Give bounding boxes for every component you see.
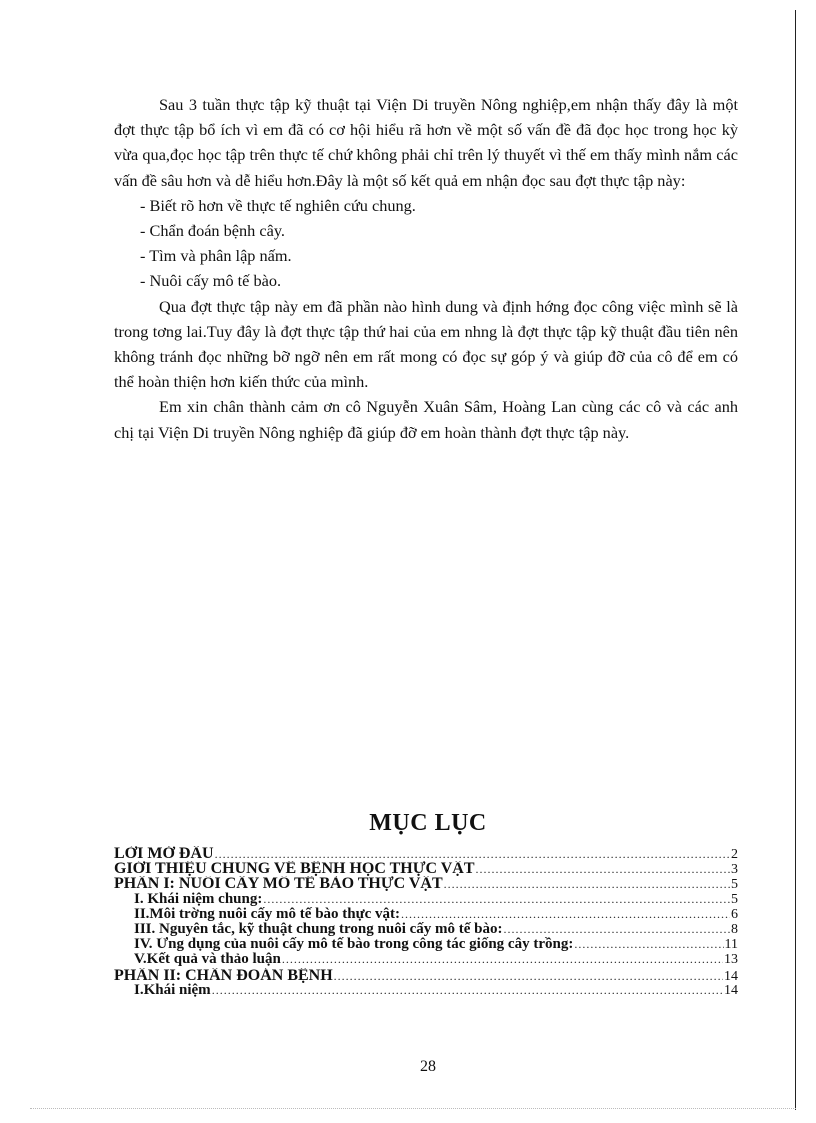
toc-entry-label: I. Khái niệm chung:: [134, 891, 263, 907]
toc-leader-dots: [282, 952, 723, 967]
toc-leader-dots: [574, 937, 723, 952]
toc-entry[interactable]: [114, 922, 738, 937]
toc-entry-page: 5: [731, 877, 738, 892]
toc-entry-page: 14: [724, 982, 738, 998]
bullet-item: - Tìm và phân lập nấm.: [140, 246, 292, 266]
toc-leader-dots: [334, 969, 723, 983]
toc-entry-page: 2: [731, 847, 738, 862]
toc-entry[interactable]: [114, 876, 738, 891]
toc-entry[interactable]: [114, 952, 738, 967]
toc-entry-page: 11: [724, 937, 738, 953]
toc-entry-label: IV. Ứng dụng của nuôi cấy mô tế bào trong công tác giống cây trồng:: [134, 937, 574, 953]
toc-entry-label: LỜI MỞ ĐẦU: [114, 846, 214, 862]
toc-entry-label: GIỚI THIỆU CHUNG VỀ BỆNH HỌC THỰC VẬT: [114, 861, 475, 877]
toc-entry-page: 13: [724, 952, 738, 968]
toc-entry[interactable]: [114, 892, 738, 907]
body-text: [114, 92, 738, 445]
toc-leader-dots: [212, 983, 723, 998]
toc-leader-dots: [444, 877, 730, 891]
toc-entry-page: 8: [731, 921, 738, 937]
table-of-contents: [114, 846, 738, 998]
toc-title: MỤC LỤC: [369, 810, 487, 836]
toc-entry-label: III. Nguyên tắc, kỹ thuật chung trong nuôi cấy mô tế bào:: [134, 921, 503, 937]
toc-entry-label: I.Khái niệm: [134, 982, 211, 998]
toc-leader-dots: [215, 847, 730, 861]
toc-entry-page: 6: [731, 906, 738, 922]
body-paragraph: Em xin chân thành cảm ơn cô Nguyễn Xuân Sâm, Hoàng Lan cùng các cô và các anh chị tại Viện Di truyền Nông nghiệp đã giúp đỡ em hoàn thành đợt thực tập này.: [114, 397, 738, 442]
toc-entry[interactable]: [114, 983, 738, 998]
toc-entry-page: 3: [731, 862, 738, 877]
toc-entry-page: 5: [731, 891, 738, 907]
toc-entry-page: 14: [724, 968, 738, 983]
toc-leader-dots: [263, 892, 730, 907]
toc-leader-dots: [401, 907, 730, 922]
toc-entry-label: PHẦN II: CHẨN ĐOÁN BỆNH: [114, 967, 333, 983]
bullet-item: - Nuôi cấy mô tế bào.: [140, 271, 282, 291]
body-paragraph: Sau 3 tuần thực tập kỹ thuật tại Viện Di truyền Nông nghiệp,em nhận thấy đây là một đợt thực tập bổ ích vì em đã có cơ hội hiểu rã hơn về một số vấn đề đã đọc học trong học kỳ vừa qua,đọc học tập trên thực tế chứ không phải chỉ trên lý thuyết vì thế em thấy mình nắm các vấn đề sâu hơn và dễ hiểu hơn.Đây là một số kết quả em nhận đọc sau đợt thực tập này:: [114, 95, 738, 190]
toc-entry[interactable]: [114, 937, 738, 952]
bullet-item: - Biết rõ hơn về thực tế nghiên cứu chung.: [140, 195, 416, 215]
toc-entry-label: V.Kết quả và thảo luận: [134, 952, 281, 968]
toc-leader-dots: [504, 922, 730, 937]
toc-entry[interactable]: [114, 861, 738, 876]
toc-leader-dots: [476, 862, 730, 876]
page-border-right: [795, 10, 796, 1110]
body-paragraph: Qua đợt thực tập này em đã phần nào hình dung và định hớng đọc công việc mình sẽ là trong tơng lai.Tuy đây là đợt thực tập thứ hai của em nhng là đợt thực tập kỹ thuật đầu tiên nên không tránh đọc những bỡ ngỡ nên em rất mong có đọc sự góp ý và giúp đỡ của cô để em có thể hoàn thiện hơn kiến thức của mình.: [114, 296, 738, 392]
bullet-item: - Chẩn đoán bệnh cây.: [140, 221, 285, 241]
toc-entry-label: II.Môi trờng nuôi cấy mô tế bào thực vật:: [134, 906, 401, 922]
page-number: 28: [420, 1058, 436, 1075]
toc-entry[interactable]: [114, 968, 738, 983]
page-border-bottom: [30, 1108, 796, 1109]
toc-entry[interactable]: [114, 907, 738, 922]
toc-entry[interactable]: [114, 846, 738, 861]
toc-entry-label: PHẦN I: NUÔI CẤY MÔ TẾ BÀO THỰC VẬT: [114, 876, 443, 892]
